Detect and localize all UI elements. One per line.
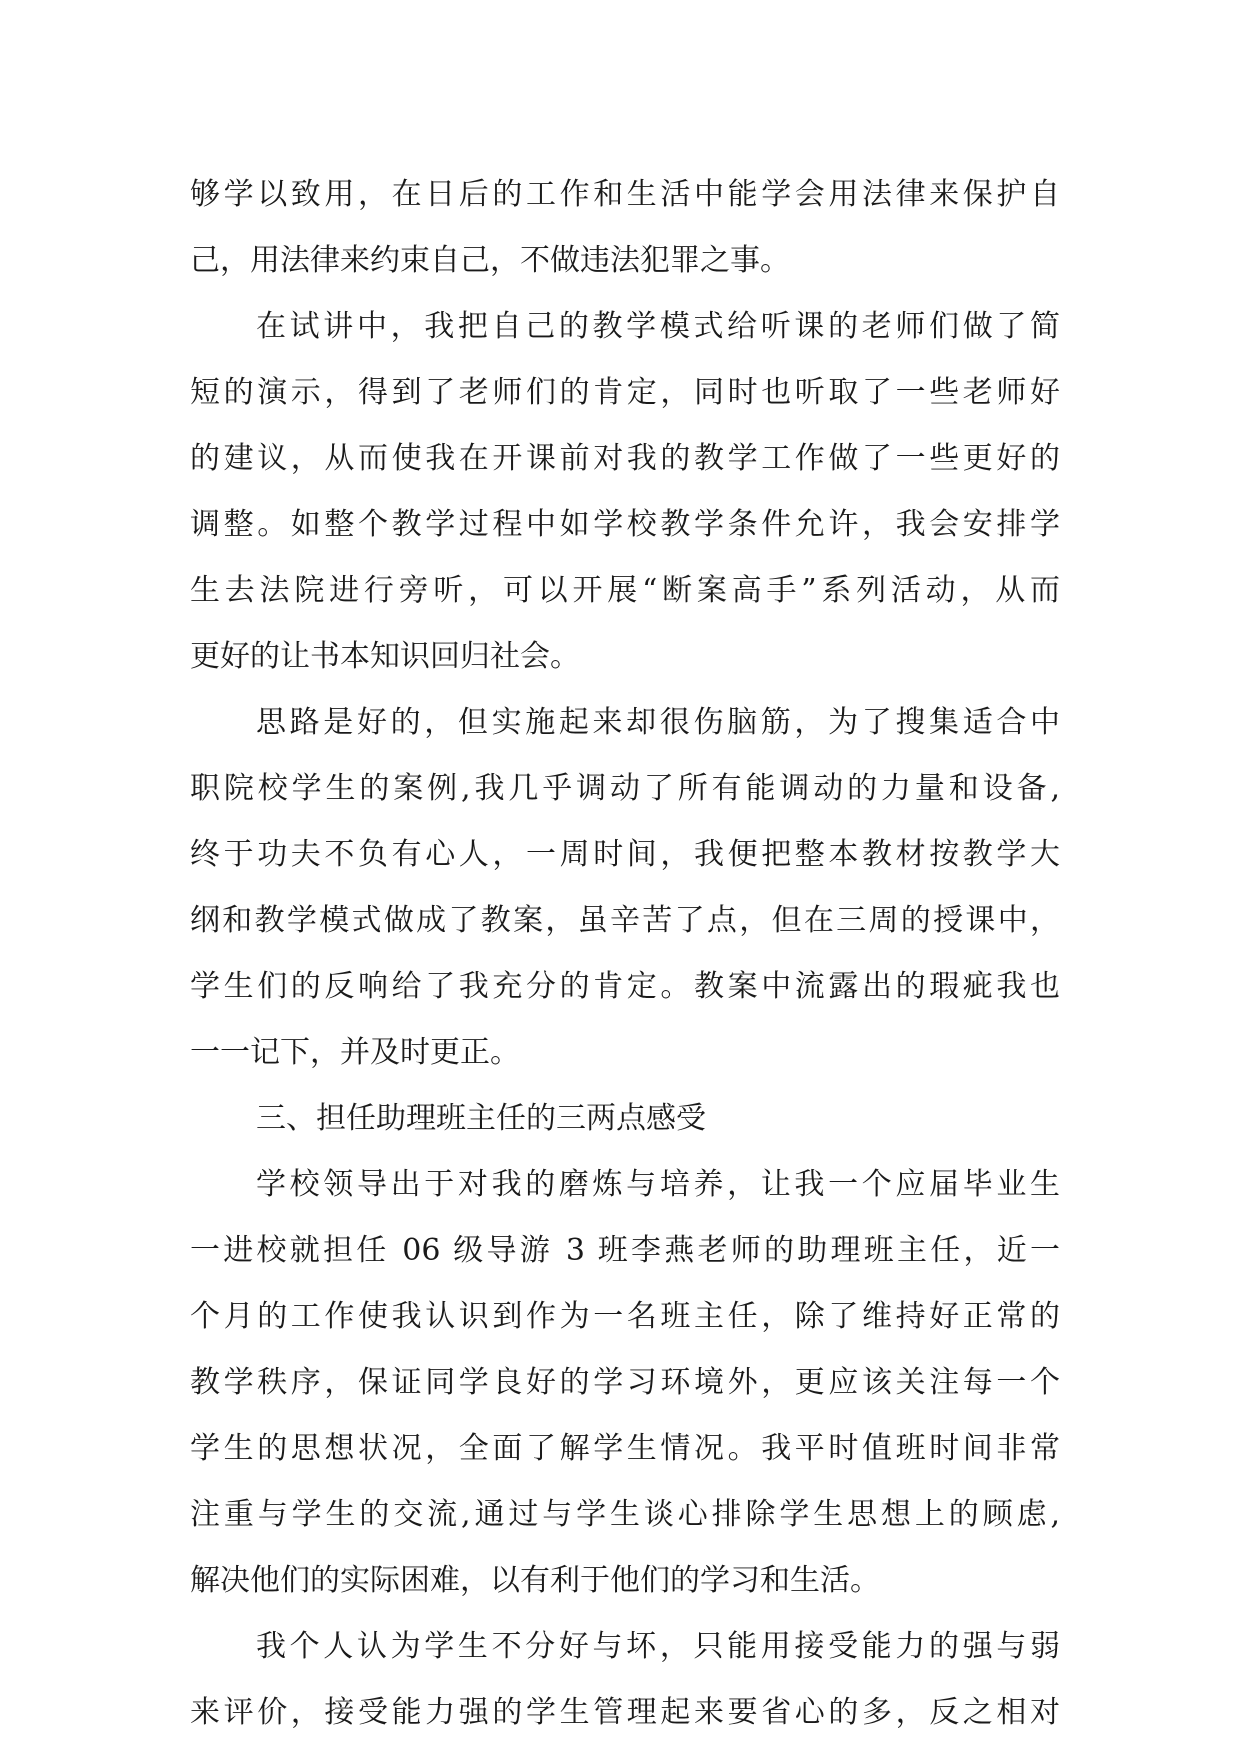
document-body bbox=[190, 162, 1060, 1746]
paragraph-start-line: 思路是好的，但实施起来却很伤脑筋，为了搜集适合中 bbox=[256, 705, 1060, 740]
text-line: 生去法院进行旁听，可以开展“断案高手”系列活动，从而 bbox=[190, 573, 1060, 608]
text-line: 职院校学生的案例,我几乎调动了所有能调动的力量和设备, bbox=[190, 771, 1060, 806]
text-line: 短的演示，得到了老师们的肯定，同时也听取了一些老师好 bbox=[190, 375, 1060, 410]
text-line: 一一记下，并及时更正。 bbox=[190, 1035, 520, 1070]
text-line: 个月的工作使我认识到作为一名班主任，除了维持好正常的 bbox=[190, 1299, 1060, 1334]
paragraph-start-line: 学校领导出于对我的磨炼与培养，让我一个应届毕业生 bbox=[256, 1167, 1060, 1202]
text-line: 纲和教学模式做成了教案，虽辛苦了点，但在三周的授课中， bbox=[190, 903, 1060, 938]
text-line: 注重与学生的交流,通过与学生谈心排除学生思想上的顾虑, bbox=[190, 1497, 1060, 1532]
text-line: 够学以致用，在日后的工作和生活中能学会用法律来保护自 bbox=[190, 177, 1060, 212]
section-heading: 三、担任助理班主任的三两点感受 bbox=[256, 1101, 706, 1136]
paragraph-start-line: 我个人认为学生不分好与坏，只能用接受能力的强与弱 bbox=[256, 1629, 1060, 1664]
text-line: 己，用法律来约束自己，不做违法犯罪之事。 bbox=[190, 243, 790, 278]
text-line: 的建议，从而使我在开课前对我的教学工作做了一些更好的 bbox=[190, 441, 1060, 476]
text-line: 教学秩序，保证同学良好的学习环境外，更应该关注每一个 bbox=[190, 1365, 1060, 1400]
text-line: 解决他们的实际困难，以有利于他们的学习和生活。 bbox=[190, 1563, 880, 1598]
text-line: 一进校就担任 06 级导游 3 班李燕老师的助理班主任，近一 bbox=[190, 1233, 1060, 1268]
text-line: 学生的思想状况，全面了解学生情况。我平时值班时间非常 bbox=[190, 1431, 1060, 1466]
text-line: 调整。如整个教学过程中如学校教学条件允许，我会安排学 bbox=[190, 507, 1060, 542]
text-line: 来评价，接受能力强的学生管理起来要省心的多，反之相对 bbox=[190, 1695, 1060, 1730]
text-line: 终于功夫不负有心人，一周时间，我便把整本教材按教学大 bbox=[190, 837, 1060, 872]
text-line: 学生们的反响给了我充分的肯定。教案中流露出的瑕疵我也 bbox=[190, 969, 1060, 1004]
paragraph-start-line: 在试讲中，我把自己的教学模式给听课的老师们做了简 bbox=[256, 309, 1060, 344]
text-line: 更好的让书本知识回归社会。 bbox=[190, 639, 580, 674]
